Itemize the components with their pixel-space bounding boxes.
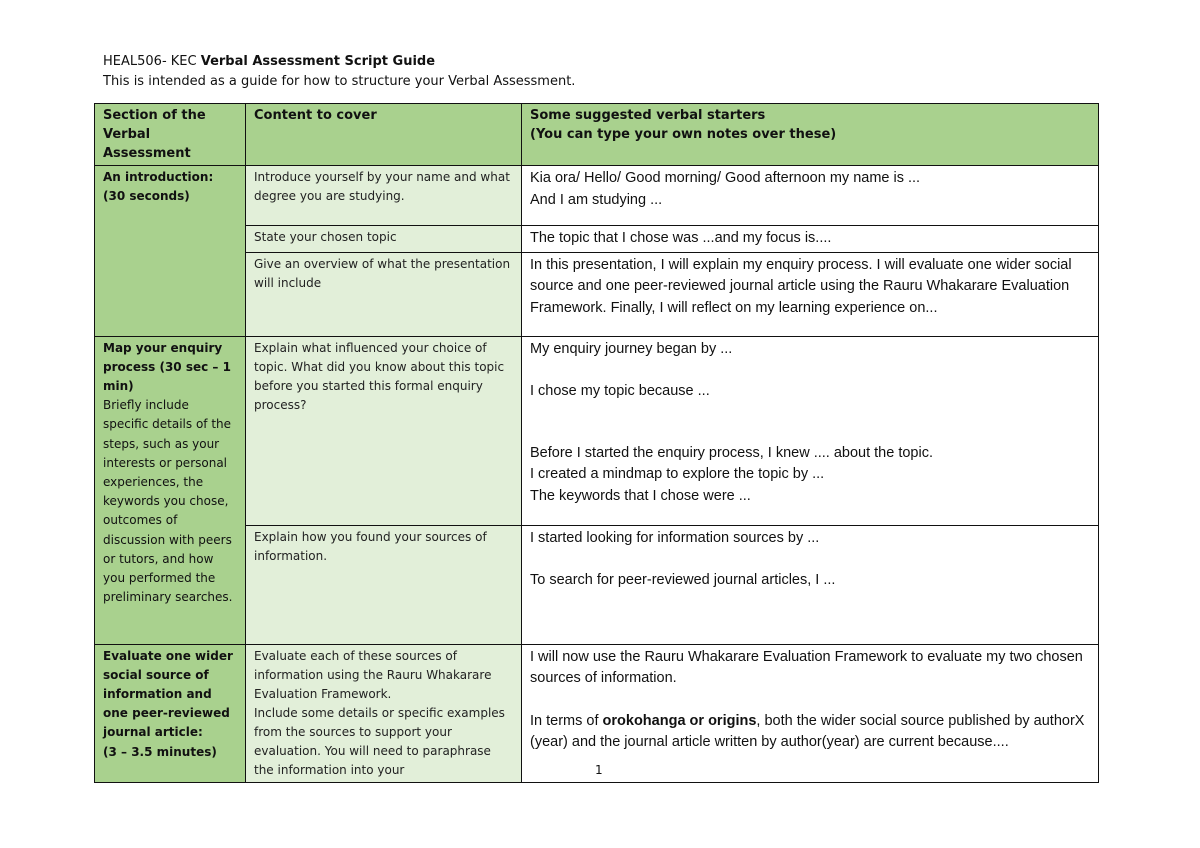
starter-cell[interactable]: In this presentation, I will explain my enquiry process. I will evaluate one wider social source and one peer-reviewed journal article using the Rauru Whakarare Evaluation Framework. Finally, I will reflect on my learning experience on... <box>522 252 1099 336</box>
content-cell[interactable]: State your chosen topic <box>246 226 522 253</box>
content-cell[interactable]: Give an overview of what the presentation will include <box>246 252 522 336</box>
document-subtitle: This is intended as a guide for how to structure your Verbal Assessment. <box>103 74 576 89</box>
starter-cell[interactable]: I will now use the Rauru Whakarare Evaluation Framework to evaluate my two chosen sources of information. In terms of orokohanga or origins, both the wider social source published by authorX (year) and the journal article written by author(year) are current because.... <box>522 644 1099 782</box>
table-row <box>95 166 1099 226</box>
section-evaluate: Evaluate one wider social source of information and one peer-reviewed journal article: (3 – 3.5 minutes) <box>95 644 246 782</box>
starter-cell[interactable]: The topic that I chose was ...and my focus is.... <box>522 226 1099 253</box>
header-content: Content to cover <box>246 104 522 166</box>
starter-cell[interactable]: Kia ora/ Hello/ Good morning/ Good afternoon my name is ... And I am studying ... <box>522 166 1099 226</box>
content-cell[interactable]: Introduce yourself by your name and what degree you are studying. <box>246 166 522 226</box>
content-cell[interactable]: Explain how you found your sources of information. <box>246 525 522 644</box>
table-row <box>95 525 1099 644</box>
header-section: Section of the Verbal Assessment <box>95 104 246 166</box>
table-row <box>95 226 1099 253</box>
header-title-line <box>103 52 575 72</box>
starter-cell[interactable]: I started looking for information sources by ... To search for peer-reviewed journal articles, I ... <box>522 525 1099 644</box>
document-header <box>103 52 575 92</box>
document-title: Verbal Assessment Script Guide <box>200 54 436 69</box>
section-introduction: An introduction: (30 seconds) <box>95 166 246 337</box>
table-row <box>95 252 1099 336</box>
table-row <box>95 644 1099 782</box>
content-cell[interactable]: Explain what influenced your choice of topic. What did you know about this topic before you started this formal enquiry process? <box>246 336 522 525</box>
header-starters: Some suggested verbal starters (You can type your own notes over these) <box>522 104 1099 166</box>
section-map-enquiry: Map your enquiry process (30 sec – 1 min) Briefly include specific details of the steps, such as your interests or personal experiences, the keywords you chose, outcomes of discussion with peers or tutors, and how you performed the preliminary searches. <box>95 336 246 644</box>
content-cell[interactable]: Evaluate each of these sources of information using the Rauru Whakarare Evaluation Framework. Include some details or specific examples from the sources to support your evaluation. You will need to paraphrase the information into your <box>246 644 522 782</box>
course-code: HEAL506- KEC <box>103 54 197 69</box>
starter-cell[interactable]: My enquiry journey began by ... I chose my topic because ... Before I started the enquiry process, I knew .... about the topic. I created a mindmap to explore the topic by ... The keywords that I chose were ... <box>522 336 1099 525</box>
script-guide-table <box>94 103 1099 783</box>
table-row <box>95 336 1099 525</box>
page-number: 1 <box>595 763 603 777</box>
table-header-row <box>95 104 1099 166</box>
